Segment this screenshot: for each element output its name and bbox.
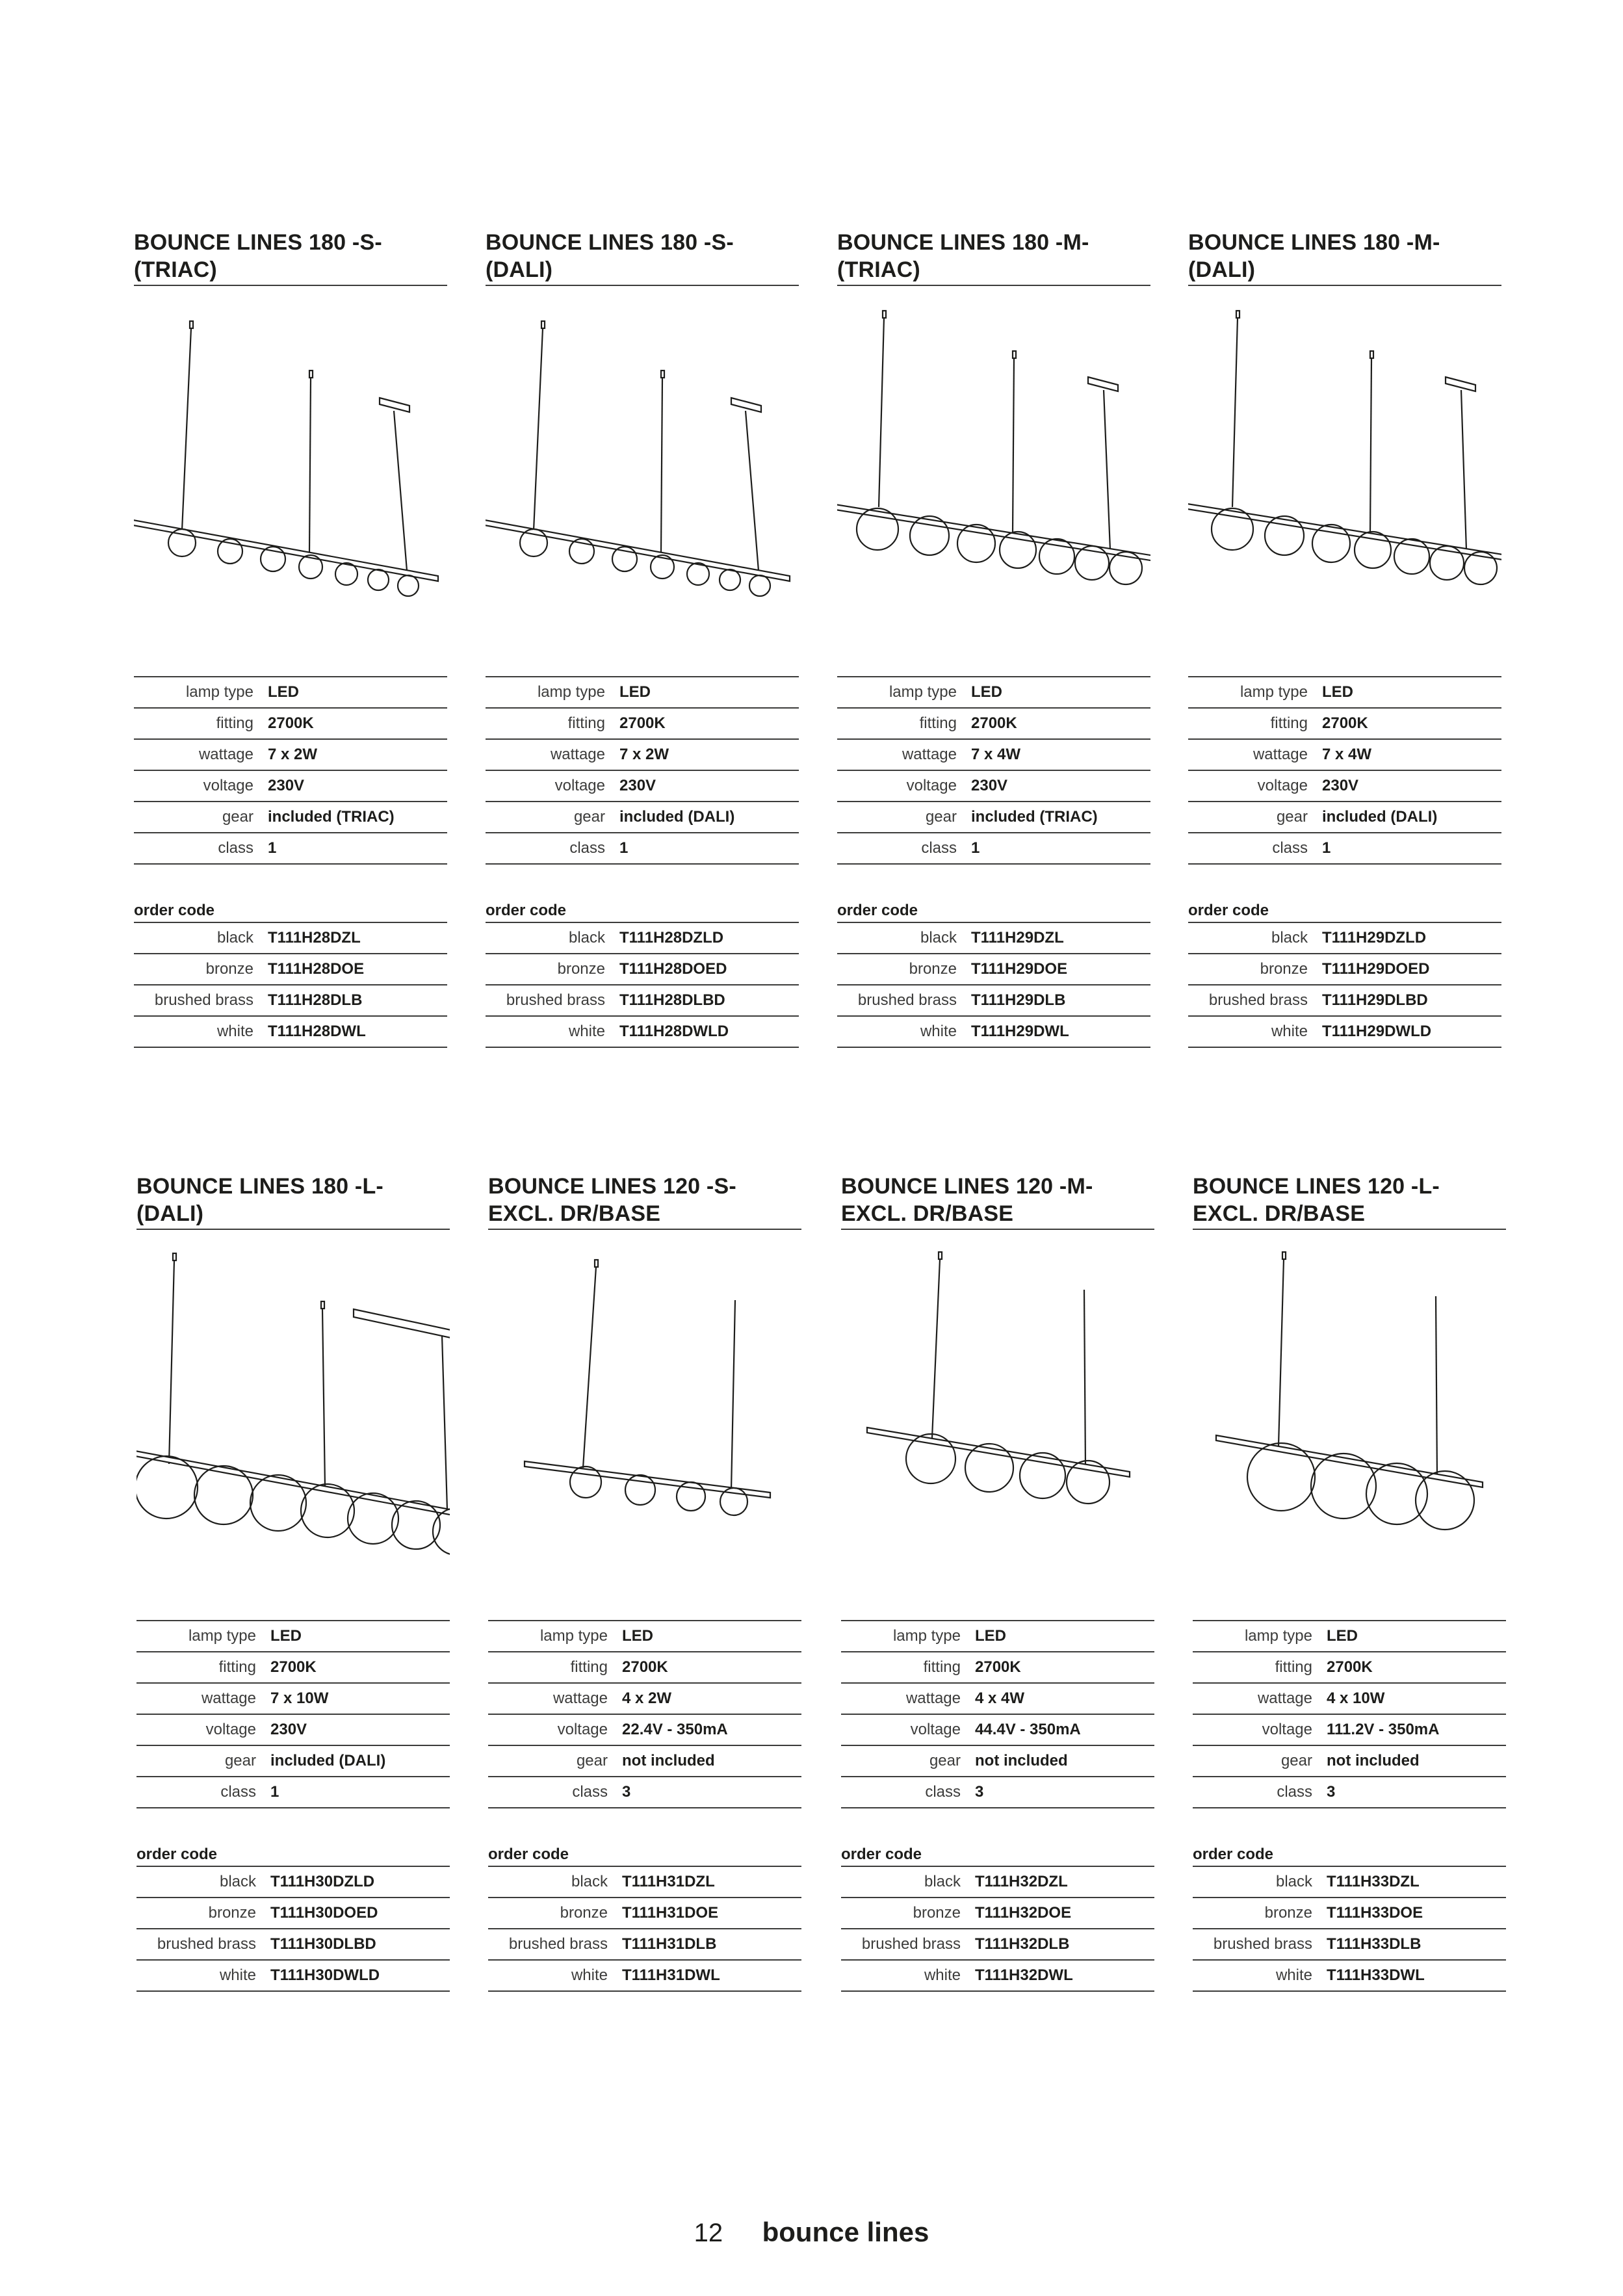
spec-row-lamp-type: lamp type LED [136,1621,450,1652]
order-code-heading: order code [1193,1846,1274,1863]
spec-row-fitting: fitting 2700K [488,1652,801,1683]
spec-row-gear: gear included (DALI) [136,1745,450,1777]
order-row-bronze: bronze T111H30DOED [136,1898,450,1929]
product-title [488,1173,801,1227]
spec-row-wattage: wattage 7 x 2W [486,739,799,770]
spec-row-wattage: wattage 7 x 10W [136,1683,450,1714]
footer-brand: bounce lines [762,2217,929,2247]
spec-table [837,676,1150,865]
product-title-line2: (TRIAC) [837,257,920,282]
product-card-5 [136,1173,450,1992]
spec-row-voltage: voltage 230V [837,770,1150,802]
order-code-table [136,1866,450,1992]
spec-row-gear: gear not included [1193,1745,1506,1777]
order-code-heading: order code [1188,902,1269,919]
spec-row-gear: gear included (TRIAC) [837,802,1150,833]
spec-row-lamp-type: lamp type LED [488,1621,801,1652]
spec-row-voltage: voltage 22.4V - 350mA [488,1714,801,1745]
spec-row-wattage: wattage 4 x 2W [488,1683,801,1714]
order-code-heading: order code [837,902,918,919]
order-row-bronze: bronze T111H29DOE [837,954,1150,985]
spec-row-fitting: fitting 2700K [1188,708,1501,739]
spec-row-class: class 3 [1193,1777,1506,1808]
product-title [486,229,799,283]
spec-row-fitting: fitting 2700K [134,708,447,739]
spec-row-wattage: wattage 7 x 4W [1188,739,1501,770]
spec-row-gear: gear not included [488,1745,801,1777]
order-row-white: white T111H29DWLD [1188,1016,1501,1047]
product-title-line1: BOUNCE LINES 120 -S- [488,1174,736,1199]
product-title-line2: (DALI) [1188,257,1256,282]
product-title [136,1173,450,1227]
spec-row-gear: gear included (DALI) [1188,802,1501,833]
order-row-bronze: bronze T111H32DOE [841,1898,1154,1929]
order-row-brushed-brass: brushed brass T111H28DLB [134,985,447,1016]
spec-row-wattage: wattage 7 x 2W [134,739,447,770]
order-code-table [1188,922,1501,1048]
spec-row-lamp-type: lamp type LED [486,677,799,708]
pendant-drawing [841,1230,1154,1620]
order-row-white: white T111H28DWL [134,1016,447,1047]
product-title [841,1173,1154,1227]
spec-row-class: class 3 [488,1777,801,1808]
spec-row-fitting: fitting 2700K [841,1652,1154,1683]
order-code-table [486,922,799,1048]
product-title-line1: BOUNCE LINES 120 -L- [1193,1174,1440,1199]
page-number: 12 [694,2219,723,2247]
spec-row-lamp-type: lamp type LED [134,677,447,708]
product-title-line2: EXCL. DR/BASE [841,1201,1014,1226]
product-title [1193,1173,1506,1227]
spec-row-gear: gear not included [841,1745,1154,1777]
order-row-brushed-brass: brushed brass T111H33DLB [1193,1929,1506,1960]
product-card-4 [1188,229,1501,1048]
product-title [837,229,1150,283]
order-row-black: black T111H29DZL [837,922,1150,954]
page-footer [0,2217,1623,2248]
spec-row-wattage: wattage 4 x 4W [841,1683,1154,1714]
pendant-drawing [1188,286,1501,676]
spec-row-voltage: voltage 230V [1188,770,1501,802]
order-row-black: black T111H33DZL [1193,1866,1506,1898]
pendant-drawing [136,1230,450,1620]
order-code-table [841,1866,1154,1992]
spec-row-gear: gear included (TRIAC) [134,802,447,833]
order-code-heading: order code [136,1846,218,1863]
product-card-8 [1193,1173,1506,1992]
spec-table [136,1620,450,1808]
product-card-3 [837,229,1150,1048]
spec-row-class: class 1 [837,833,1150,864]
product-card-1 [134,229,447,1048]
spec-row-voltage: voltage 230V [486,770,799,802]
order-code-table [1193,1866,1506,1992]
spec-row-voltage: voltage 230V [134,770,447,802]
order-row-brushed-brass: brushed brass T111H28DLBD [486,985,799,1016]
product-title [1188,229,1501,283]
product-card-7 [841,1173,1154,1992]
spec-row-lamp-type: lamp type LED [841,1621,1154,1652]
spec-table [841,1620,1154,1808]
spec-row-class: class 1 [486,833,799,864]
spec-table [488,1620,801,1808]
order-row-brushed-brass: brushed brass T111H29DLB [837,985,1150,1016]
product-card-6 [488,1173,801,1992]
product-title-line2: EXCL. DR/BASE [488,1201,661,1226]
order-code-heading: order code [486,902,567,919]
spec-row-voltage: voltage 230V [136,1714,450,1745]
order-code-table [837,922,1150,1048]
spec-row-wattage: wattage 4 x 10W [1193,1683,1506,1714]
product-title-line1: BOUNCE LINES 180 -M- [837,230,1089,255]
spec-table [486,676,799,865]
spec-row-wattage: wattage 7 x 4W [837,739,1150,770]
spec-row-lamp-type: lamp type LED [1193,1621,1506,1652]
spec-row-gear: gear included (DALI) [486,802,799,833]
order-row-white: white T111H28DWLD [486,1016,799,1047]
order-row-bronze: bronze T111H28DOED [486,954,799,985]
order-code-heading: order code [841,1846,922,1863]
order-row-white: white T111H33DWL [1193,1960,1506,1991]
product-title-line1: BOUNCE LINES 180 -S- [134,230,382,255]
order-row-bronze: bronze T111H33DOE [1193,1898,1506,1929]
order-row-white: white T111H29DWL [837,1016,1150,1047]
order-row-bronze: bronze T111H29DOED [1188,954,1501,985]
order-row-bronze: bronze T111H31DOE [488,1898,801,1929]
spec-row-voltage: voltage 44.4V - 350mA [841,1714,1154,1745]
spec-row-class: class 1 [136,1777,450,1808]
order-row-black: black T111H31DZL [488,1866,801,1898]
pendant-drawing [486,286,799,676]
pendant-drawing [134,286,447,676]
spec-row-lamp-type: lamp type LED [1188,677,1501,708]
spec-table [134,676,447,865]
order-row-black: black T111H29DZLD [1188,922,1501,954]
order-row-white: white T111H30DWLD [136,1960,450,1991]
order-row-white: white T111H32DWL [841,1960,1154,1991]
product-title-line1: BOUNCE LINES 120 -M- [841,1174,1093,1199]
spec-row-fitting: fitting 2700K [486,708,799,739]
product-title-line1: BOUNCE LINES 180 -S- [486,230,734,255]
order-row-black: black T111H30DZLD [136,1866,450,1898]
product-title-line2: (DALI) [136,1201,204,1226]
pendant-drawing [837,286,1150,676]
spec-row-class: class 1 [1188,833,1501,864]
order-row-bronze: bronze T111H28DOE [134,954,447,985]
order-code-heading: order code [488,1846,569,1863]
product-title-line2: (DALI) [486,257,553,282]
spec-table [1188,676,1501,865]
product-card-2 [486,229,799,1048]
order-row-brushed-brass: brushed brass T111H29DLBD [1188,985,1501,1016]
order-code-table [134,922,447,1048]
order-row-black: black T111H28DZL [134,922,447,954]
order-code-heading: order code [134,902,215,919]
order-row-brushed-brass: brushed brass T111H31DLB [488,1929,801,1960]
product-title [134,229,447,283]
product-title-line2: EXCL. DR/BASE [1193,1201,1366,1226]
product-title-line2: (TRIAC) [134,257,217,282]
order-row-black: black T111H32DZL [841,1866,1154,1898]
order-row-white: white T111H31DWL [488,1960,801,1991]
order-row-black: black T111H28DZLD [486,922,799,954]
spec-row-class: class 3 [841,1777,1154,1808]
pendant-drawing [488,1230,801,1620]
pendant-drawing [1193,1230,1506,1620]
order-code-table [488,1866,801,1992]
spec-row-class: class 1 [134,833,447,864]
spec-row-lamp-type: lamp type LED [837,677,1150,708]
spec-row-fitting: fitting 2700K [136,1652,450,1683]
spec-table [1193,1620,1506,1808]
spec-row-fitting: fitting 2700K [1193,1652,1506,1683]
product-title-line1: BOUNCE LINES 180 -L- [136,1174,383,1199]
spec-row-voltage: voltage 111.2V - 350mA [1193,1714,1506,1745]
spec-row-fitting: fitting 2700K [837,708,1150,739]
order-row-brushed-brass: brushed brass T111H30DLBD [136,1929,450,1960]
product-title-line1: BOUNCE LINES 180 -M- [1188,230,1440,255]
order-row-brushed-brass: brushed brass T111H32DLB [841,1929,1154,1960]
